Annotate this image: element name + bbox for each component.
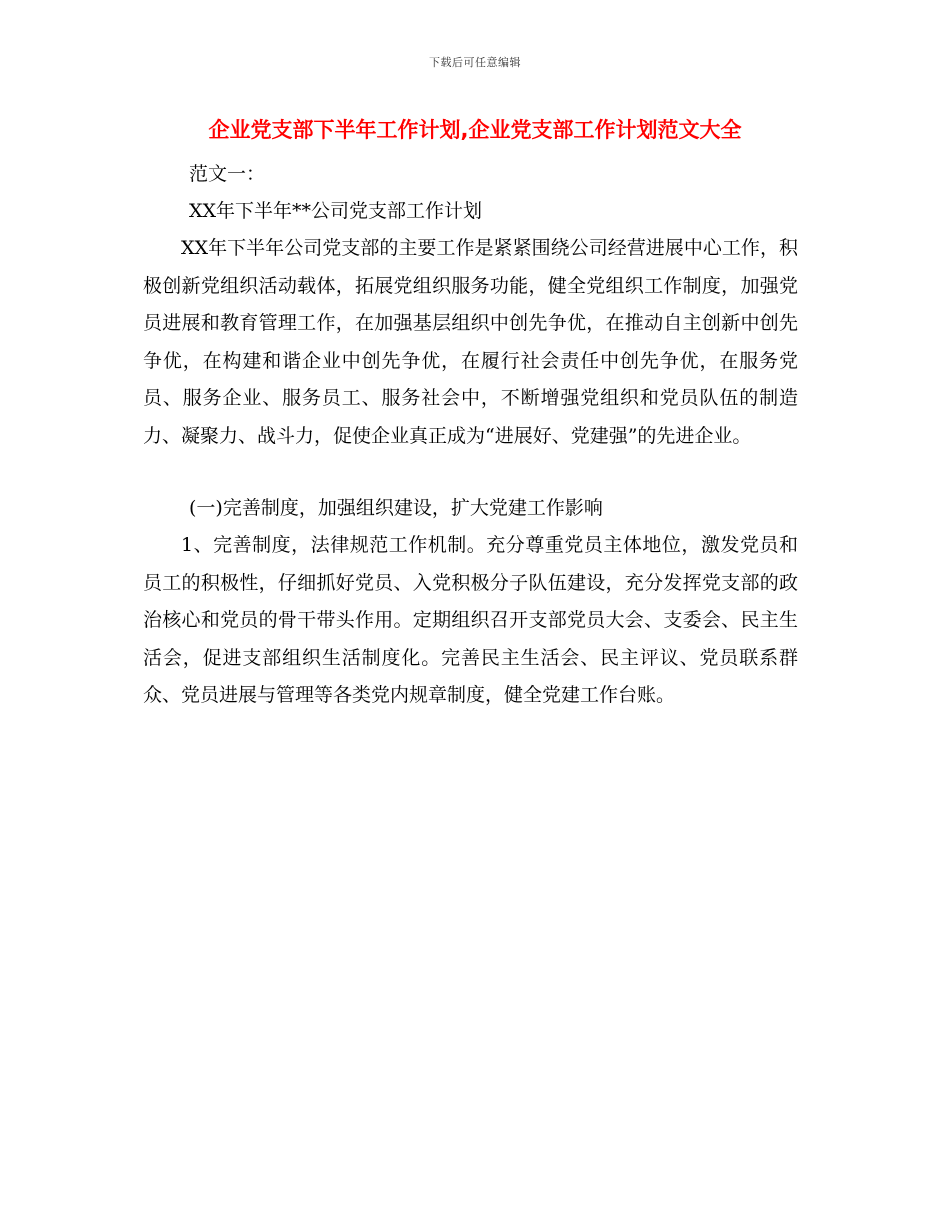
sample-label: 范文一： bbox=[189, 163, 266, 185]
header-note: 下载后可任意编辑 bbox=[429, 56, 521, 69]
section-heading: (一)完善制度，加强组织建设，扩大党建工作影响 bbox=[189, 497, 603, 519]
plan-subtitle: XX年下半年**公司党支部工作计划 bbox=[189, 200, 483, 222]
intro-paragraph: XX年下半年公司党支部的主要工作是紧紧围绕公司经营进展中心工作，积极创新党组织活动载体，拓展党组织服务功能，健全党组织工作制度，加强党员进展和教育管理工作，在加强基层组织中创先争优，在推动自主创新中创先争优，在构建和谐企业中创先争优，在履行社会责任中创先争优，在服务党员、服务企业、服务员工、服务社会中，不断增强党组织和党员队伍的制造力、凝聚力、战斗力，促使企业真正成为“进展好、党建强”的先进企业。 bbox=[143, 237, 798, 447]
document-title: 企业党支部下半年工作计划,企业党支部工作计划范文大全 bbox=[208, 118, 742, 142]
item-1-paragraph: 1、完善制度，法律规范工作机制。充分尊重党员主体地位，激发党员和员工的积极性，仔细抓好党员、入党积极分子队伍建设，充分发挥党支部的政治核心和党员的骨干带头作用。定期组织召开支部党员大会、支委会、民主生活会，促进支部组织生活制度化。完善民主生活会、民主评议、党员联系群众、党员进展与管理等各类党内规章制度，健全党建工作台账。 bbox=[143, 534, 798, 706]
